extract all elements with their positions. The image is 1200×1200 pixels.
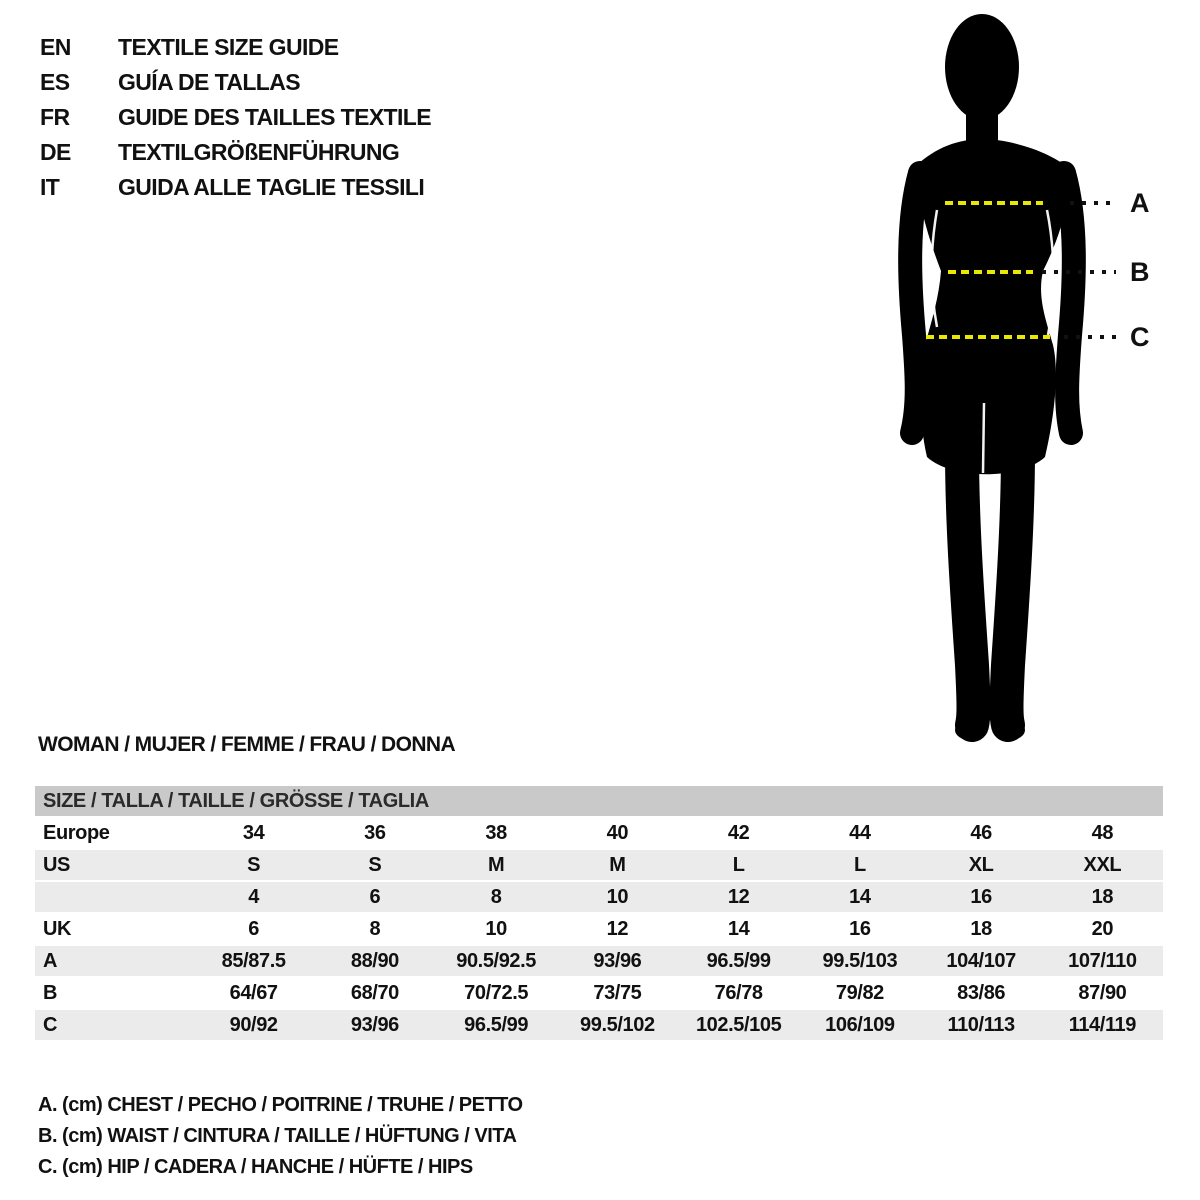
row-label: UK [43, 917, 72, 940]
table-cell: 42 [727, 821, 750, 844]
table-cell: 96.5/99 [464, 1013, 529, 1036]
table-cell: 99.5/102 [580, 1013, 655, 1036]
table-cell: 6 [369, 885, 381, 908]
table-cell: L [732, 853, 745, 876]
language-row [40, 30, 431, 65]
table-cell: XXL [1083, 853, 1122, 876]
table-cell: 88/90 [350, 949, 399, 972]
language-row [40, 100, 431, 135]
table-cell: 40 [606, 821, 629, 844]
table-row [35, 946, 1163, 976]
size-table-header: SIZE / TALLA / TAILLE / GRÖSSE / TAGLIA [35, 786, 1163, 816]
table-cell: 99.5/103 [822, 949, 898, 972]
legend-hip: C. (cm) HIP / CADERA / HANCHE / HÜFTE / HIPS [38, 1156, 473, 1178]
table-cell: 4 [248, 885, 259, 908]
table-cell: 18 [1091, 885, 1114, 908]
table-cell: 110/113 [947, 1013, 1015, 1036]
row-label: C [43, 1013, 58, 1036]
table-cell: 85/87.5 [221, 949, 286, 972]
table-cell: 46 [970, 821, 992, 844]
language-code: DE [40, 139, 71, 165]
table-cell: 90/92 [229, 1013, 278, 1036]
table-cell: 14 [849, 885, 871, 908]
table-cell: 16 [970, 885, 992, 908]
size-table [35, 786, 1163, 1042]
row-label: A [43, 949, 58, 972]
table-cell: 93/96 [350, 1013, 399, 1036]
table-cell: 79/82 [835, 981, 884, 1004]
table-cell: 73/75 [593, 981, 642, 1004]
table-cell: 14 [727, 917, 750, 940]
legend-chest: A. (cm) CHEST / PECHO / POITRINE / TRUHE / PETTO [38, 1094, 523, 1116]
table-cell: 44 [849, 821, 871, 844]
table-cell: 12 [727, 885, 750, 908]
table-cell: 93/96 [593, 949, 642, 972]
language-code: IT [40, 174, 60, 200]
table-cell: 104/107 [946, 949, 1016, 972]
table-cell: 68/70 [350, 981, 399, 1004]
table-cell: 102.5/105 [695, 1013, 782, 1036]
table-cell: 107/110 [1068, 949, 1137, 972]
marker-label-a: A [1130, 188, 1150, 218]
language-title: TEXTILGRÖßENFÜHRUNG [118, 139, 400, 165]
table-cell: 12 [606, 917, 629, 940]
table-cell: 83/86 [957, 981, 1006, 1004]
row-label: Europe [43, 821, 110, 844]
language-code: EN [40, 34, 71, 60]
table-row [35, 818, 1163, 848]
table-cell: 36 [364, 821, 386, 844]
language-code: ES [40, 69, 70, 95]
woman-silhouette-figure [880, 5, 1180, 745]
language-list [40, 30, 431, 205]
language-title: GUÍA DE TALLAS [118, 69, 300, 95]
legend-waist: B. (cm) WAIST / CINTURA / TAILLE / HÜFTUNG / VITA [38, 1125, 517, 1147]
measurement-legend [38, 1090, 523, 1183]
table-cell: 48 [1091, 821, 1114, 844]
table-row [35, 1010, 1163, 1040]
table-cell: 6 [248, 917, 259, 940]
language-row [40, 170, 431, 205]
marker-label-b: B [1130, 257, 1150, 287]
table-cell: 76/78 [714, 981, 763, 1004]
table-cell: 8 [490, 885, 502, 908]
table-cell: 114/119 [1068, 1013, 1137, 1036]
table-cell: 70/72.5 [464, 981, 529, 1004]
table-cell: S [368, 853, 382, 876]
table-cell: 20 [1091, 917, 1114, 940]
table-cell: 10 [485, 917, 507, 940]
table-cell: 90.5/92.5 [456, 949, 537, 972]
table-cell: S [247, 853, 261, 876]
woman-silhouette [910, 14, 1074, 740]
table-cell: 87/90 [1078, 981, 1127, 1004]
table-row [35, 914, 1163, 944]
table-cell: 96.5/99 [706, 949, 771, 972]
table-cell: 64/67 [229, 981, 278, 1004]
row-label: B [43, 981, 58, 1004]
table-row [35, 882, 1163, 912]
language-title: TEXTILE SIZE GUIDE [118, 34, 339, 60]
table-cell: M [609, 853, 626, 876]
language-row [40, 65, 431, 100]
gender-heading: WOMAN / MUJER / FEMME / FRAU / DONNA [38, 733, 456, 756]
language-title: GUIDE DES TAILLES TEXTILE [118, 104, 431, 130]
language-code: FR [40, 104, 70, 130]
table-cell: 10 [606, 885, 629, 908]
marker-label-c: C [1130, 322, 1150, 352]
table-cell: 16 [849, 917, 871, 940]
table-cell: 106/109 [825, 1013, 895, 1036]
table-cell: 18 [970, 917, 992, 940]
table-cell: 34 [242, 821, 265, 844]
language-row [40, 135, 431, 170]
row-label: US [43, 853, 70, 876]
table-cell: 8 [369, 917, 381, 940]
table-cell: L [853, 853, 866, 876]
table-row [35, 850, 1163, 880]
table-row [35, 978, 1163, 1008]
table-cell: 38 [485, 821, 507, 844]
table-cell: XL [968, 853, 994, 876]
table-cell: M [487, 853, 505, 876]
size-table-rows [35, 818, 1163, 1040]
language-title: GUIDA ALLE TAGLIE TESSILI [118, 174, 425, 200]
